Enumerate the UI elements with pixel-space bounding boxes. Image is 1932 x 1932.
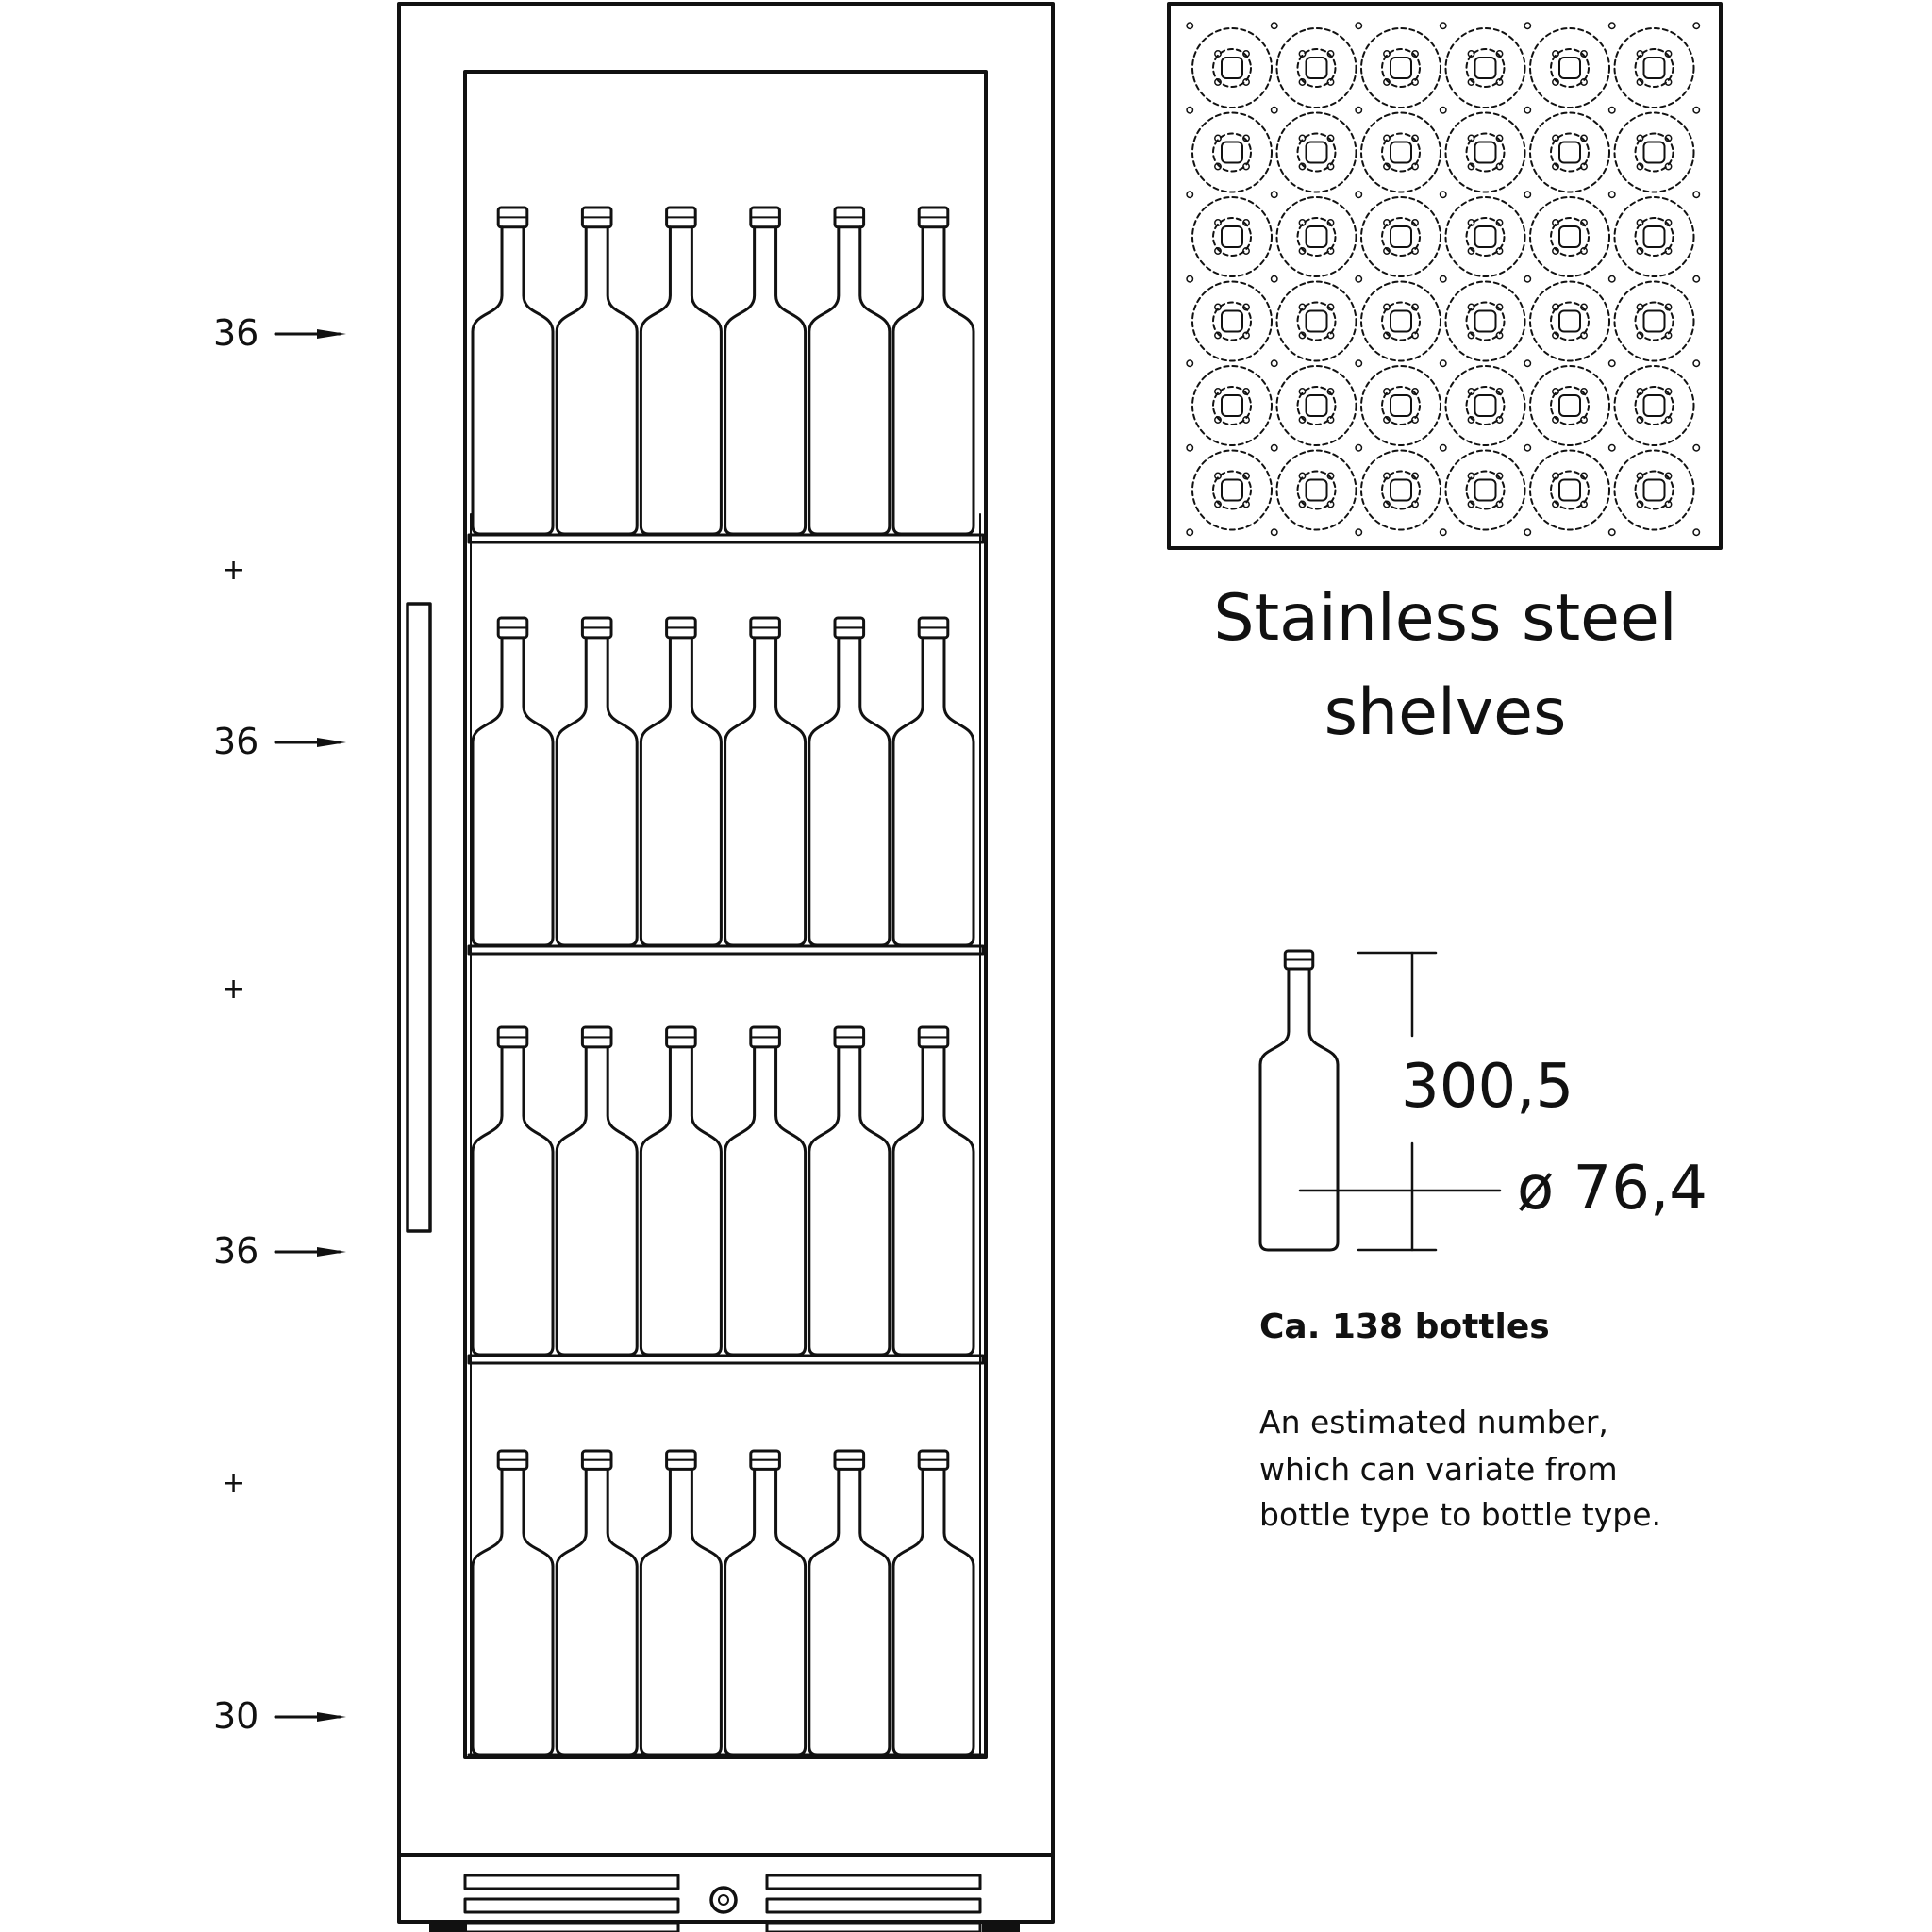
shelf-hole xyxy=(1222,142,1242,163)
shelf-hole xyxy=(1559,142,1580,163)
bottle-outline xyxy=(641,1047,721,1355)
bottle-position xyxy=(1277,451,1357,530)
bottle xyxy=(641,1027,721,1355)
bottle-neck-footprint xyxy=(1382,134,1420,172)
bottle-neck-footprint xyxy=(1636,49,1674,87)
bottle xyxy=(809,208,890,534)
bottle-footprint xyxy=(1530,366,1609,445)
shelf-hole xyxy=(1222,480,1242,501)
shelf-hole xyxy=(1475,311,1496,332)
shelf-hole xyxy=(1475,58,1496,78)
bottle-position xyxy=(1192,28,1272,108)
bottle-footprint xyxy=(1446,28,1525,108)
bottle-footprint xyxy=(1530,28,1609,108)
bottle xyxy=(1260,951,1338,1250)
shelf-hole xyxy=(1644,480,1665,501)
bottle-neck-footprint xyxy=(1382,472,1420,509)
bottle-footprint xyxy=(1192,451,1272,530)
bottle-neck-footprint xyxy=(1636,472,1674,509)
grid-dot xyxy=(1187,529,1192,535)
grid-dot xyxy=(1441,360,1446,366)
bottle-neck-footprint xyxy=(1467,218,1505,256)
bottle xyxy=(893,208,974,534)
bottle xyxy=(473,1451,553,1755)
shelf-separator: + xyxy=(222,973,246,1006)
bottle-footprint xyxy=(1361,113,1441,192)
bottle xyxy=(557,208,637,534)
bottle-footprint xyxy=(1277,113,1357,192)
bottle-neck-footprint xyxy=(1213,303,1251,341)
bottle xyxy=(557,1027,637,1355)
shelf-hole xyxy=(1644,226,1665,247)
bottle-footprint xyxy=(1192,113,1272,192)
shelf-hole xyxy=(1644,311,1665,332)
bottle-neck-footprint xyxy=(1382,49,1420,87)
grid-dot xyxy=(1524,192,1530,197)
shelf-hole xyxy=(1475,226,1496,247)
shelf-hole xyxy=(1559,311,1580,332)
bottle-position xyxy=(1530,282,1609,361)
bottle-footprint xyxy=(1530,451,1609,530)
grid-dot xyxy=(1187,23,1192,28)
bottle-neck-footprint xyxy=(1298,218,1336,256)
bottle-height-label: 300,5 xyxy=(1401,1052,1574,1122)
shelf-hole xyxy=(1391,58,1411,78)
bottle-position xyxy=(1361,113,1441,192)
bottle-position xyxy=(1192,451,1272,530)
bottle-position xyxy=(1530,197,1609,276)
bottle xyxy=(557,618,637,945)
shelf-hole xyxy=(1391,395,1411,416)
bottle-neck-footprint xyxy=(1298,49,1336,87)
bottle-position xyxy=(1361,28,1441,108)
grid-dot xyxy=(1609,445,1615,451)
grid-dot xyxy=(1441,529,1446,535)
bottle-footprint xyxy=(1361,366,1441,445)
shelf-hole xyxy=(1559,58,1580,78)
shelf-hole xyxy=(1307,395,1327,416)
bottle-neck-footprint xyxy=(1382,303,1420,341)
bottle-neck-footprint xyxy=(1467,49,1505,87)
foot-left xyxy=(429,1924,467,1932)
bottle-neck-footprint xyxy=(1382,387,1420,425)
bottle-neck-footprint xyxy=(1467,472,1505,509)
bottle-neck-footprint xyxy=(1636,134,1674,172)
lock-icon[interactable] xyxy=(711,1888,736,1912)
bottle-outline xyxy=(641,1469,721,1755)
bottle-position xyxy=(1615,366,1694,445)
bottle-position xyxy=(1446,113,1525,192)
bottle-outline xyxy=(893,1047,974,1355)
bottle-neck-footprint xyxy=(1636,303,1674,341)
bottle-position xyxy=(1615,282,1694,361)
bottle-outline xyxy=(473,1469,553,1755)
note-line-2: which can variate from xyxy=(1259,1451,1618,1488)
bottle-position xyxy=(1361,366,1441,445)
bottle-position xyxy=(1192,282,1272,361)
shelf-4-capacity: 30 xyxy=(213,1695,259,1737)
grid-dot xyxy=(1441,108,1446,113)
cabinet-bottles xyxy=(473,208,974,1755)
grid-dot xyxy=(1609,276,1615,282)
grid-dot xyxy=(1187,192,1192,197)
bottle-footprint xyxy=(1192,366,1272,445)
bottle-footprint xyxy=(1446,113,1525,192)
grid-dot xyxy=(1356,276,1361,282)
note-line-3: bottle type to bottle type. xyxy=(1259,1496,1661,1533)
bottle-position xyxy=(1446,366,1525,445)
bottle-neck-footprint xyxy=(1213,472,1251,509)
bottle-neck-footprint xyxy=(1551,134,1589,172)
bottle xyxy=(725,1027,806,1355)
bottle-footprint xyxy=(1615,197,1694,276)
bottle-footprint xyxy=(1615,28,1694,108)
bottle-footprint xyxy=(1615,451,1694,530)
bottle-neck-footprint xyxy=(1298,134,1336,172)
bottle-footprint xyxy=(1361,282,1441,361)
bottle-footprint xyxy=(1530,197,1609,276)
bottle-footprint xyxy=(1277,282,1357,361)
bottle-outline xyxy=(893,638,974,945)
bottle xyxy=(809,1451,890,1755)
grid-dot xyxy=(1272,529,1277,535)
bottle xyxy=(893,618,974,945)
shelf-hole xyxy=(1391,142,1411,163)
bottle xyxy=(725,1451,806,1755)
bottle-footprint xyxy=(1361,197,1441,276)
grid-dot xyxy=(1187,360,1192,366)
bottle-outline xyxy=(725,1047,806,1355)
bottle-neck-footprint xyxy=(1213,134,1251,172)
door-handle[interactable] xyxy=(408,604,430,1231)
bottle-position xyxy=(1446,197,1525,276)
lock-icon-core xyxy=(719,1895,728,1905)
bottle-footprint xyxy=(1361,28,1441,108)
bottle-outline xyxy=(473,227,553,534)
bottle-outline xyxy=(893,227,974,534)
bottle-neck-footprint xyxy=(1213,218,1251,256)
bottle-position xyxy=(1446,282,1525,361)
bottle xyxy=(641,1451,721,1755)
bottle-footprint xyxy=(1277,451,1357,530)
shelf-hole xyxy=(1391,226,1411,247)
grid-dot xyxy=(1272,192,1277,197)
grid-dot xyxy=(1524,23,1530,28)
bottle-footprint xyxy=(1192,28,1272,108)
bottle xyxy=(893,1451,974,1755)
vent-slot xyxy=(465,1875,678,1889)
foot-right xyxy=(982,1924,1020,1932)
shelf-capacity-arrows xyxy=(275,329,346,1722)
shelf-material-title-line1: Stainless steel xyxy=(1213,581,1677,656)
bottle-position xyxy=(1530,366,1609,445)
bottle-position xyxy=(1192,197,1272,276)
bottle-outline xyxy=(641,227,721,534)
bottle-neck-footprint xyxy=(1636,387,1674,425)
bottle-outline xyxy=(725,227,806,534)
bottle xyxy=(809,1027,890,1355)
bottle-neck-footprint xyxy=(1551,472,1589,509)
grid-dot xyxy=(1441,192,1446,197)
bottle-diameter-label: ø 76,4 xyxy=(1517,1154,1707,1224)
grid-dot xyxy=(1609,192,1615,197)
shelf-hole xyxy=(1644,142,1665,163)
bottle-position xyxy=(1192,366,1272,445)
bottle-footprint xyxy=(1446,197,1525,276)
grid-dot xyxy=(1356,23,1361,28)
bottle-outline xyxy=(1260,969,1338,1250)
bottle-footprint xyxy=(1615,366,1694,445)
bottle-neck-footprint xyxy=(1298,303,1336,341)
grid-dot xyxy=(1693,108,1699,113)
bottle xyxy=(641,618,721,945)
grid-dot xyxy=(1524,529,1530,535)
bottle-footprint xyxy=(1192,197,1272,276)
grid-dot xyxy=(1356,108,1361,113)
shelf-separator: + xyxy=(222,1467,246,1500)
bottle-position xyxy=(1361,197,1441,276)
bottle-outline xyxy=(557,1469,637,1755)
grid-dot xyxy=(1272,276,1277,282)
bottle-position xyxy=(1277,113,1357,192)
bottle-position xyxy=(1277,28,1357,108)
vent-slot xyxy=(767,1899,980,1912)
bottle xyxy=(725,208,806,534)
bottle-outline xyxy=(809,1047,890,1355)
bottle xyxy=(893,1027,974,1355)
bottle-position xyxy=(1615,451,1694,530)
shelf-hole xyxy=(1559,226,1580,247)
grid-dot xyxy=(1609,529,1615,535)
bottle-neck-footprint xyxy=(1298,472,1336,509)
reference-bottle xyxy=(1260,951,1338,1250)
bottle xyxy=(641,208,721,534)
bottle-neck-footprint xyxy=(1551,303,1589,341)
arrowhead-icon xyxy=(317,738,346,747)
bottle-footprint xyxy=(1361,451,1441,530)
grid-dot xyxy=(1441,276,1446,282)
shelf-hole xyxy=(1559,395,1580,416)
shelf-hole xyxy=(1307,226,1327,247)
shelf-hole xyxy=(1391,480,1411,501)
shelf-hole xyxy=(1307,311,1327,332)
vent-slot xyxy=(767,1924,980,1932)
bottle-neck-footprint xyxy=(1467,387,1505,425)
arrowhead-icon xyxy=(317,329,346,339)
shelf-hole xyxy=(1222,311,1242,332)
grid-dot xyxy=(1356,445,1361,451)
bottle-position xyxy=(1277,282,1357,361)
bottle-outline xyxy=(557,638,637,945)
bottle-outline xyxy=(473,638,553,945)
shelf-top-view xyxy=(1169,4,1721,548)
grid-dot xyxy=(1524,108,1530,113)
bottle-outline xyxy=(893,1469,974,1755)
bottle-footprint xyxy=(1530,282,1609,361)
bottle xyxy=(473,208,553,534)
bottle-position xyxy=(1530,28,1609,108)
bottle-position xyxy=(1530,451,1609,530)
bottle-position xyxy=(1615,28,1694,108)
bottle-neck-footprint xyxy=(1551,387,1589,425)
bottle-outline xyxy=(809,1469,890,1755)
grid-dot xyxy=(1441,23,1446,28)
bottle-neck-footprint xyxy=(1467,303,1505,341)
shelf-hole xyxy=(1307,142,1327,163)
grid-dot xyxy=(1524,276,1530,282)
bottle-footprint xyxy=(1446,366,1525,445)
bottle-position xyxy=(1361,282,1441,361)
bottle-position xyxy=(1192,113,1272,192)
bottle-outline xyxy=(557,1047,637,1355)
bottle-footprint xyxy=(1446,451,1525,530)
bottle-position xyxy=(1530,113,1609,192)
bottle xyxy=(809,618,890,945)
shelf-hole xyxy=(1475,395,1496,416)
grid-dot xyxy=(1693,192,1699,197)
bottle-position xyxy=(1446,451,1525,530)
shelf-1-capacity: 36 xyxy=(213,312,259,354)
grid-dot xyxy=(1272,445,1277,451)
bottle-position xyxy=(1615,197,1694,276)
shelf-hole xyxy=(1644,58,1665,78)
shelf-hole xyxy=(1475,142,1496,163)
bottle-neck-footprint xyxy=(1551,218,1589,256)
bottle-outline xyxy=(557,227,637,534)
grid-dot xyxy=(1693,23,1699,28)
bottle-position xyxy=(1277,366,1357,445)
grid-dot xyxy=(1187,108,1192,113)
grid-dot xyxy=(1609,108,1615,113)
shelf-hole xyxy=(1475,480,1496,501)
bottle-neck-footprint xyxy=(1636,218,1674,256)
shelf-bottle-grid xyxy=(1187,23,1699,535)
bottle-footprint xyxy=(1277,197,1357,276)
bottle-position xyxy=(1615,113,1694,192)
bottle-position xyxy=(1446,28,1525,108)
bottle-neck-footprint xyxy=(1298,387,1336,425)
bottle xyxy=(473,618,553,945)
shelf-3-capacity: 36 xyxy=(213,1230,259,1272)
grid-dot xyxy=(1609,23,1615,28)
shelf-1 xyxy=(469,535,983,542)
bottle-footprint xyxy=(1446,282,1525,361)
grid-dot xyxy=(1693,445,1699,451)
bottle-position xyxy=(1361,451,1441,530)
bottle-neck-footprint xyxy=(1551,49,1589,87)
shelf-hole xyxy=(1307,58,1327,78)
bottle-outline xyxy=(641,638,721,945)
vent-slot xyxy=(767,1875,980,1889)
note-line-1: An estimated number, xyxy=(1259,1404,1608,1441)
bottle-outline xyxy=(809,638,890,945)
bottle-footprint xyxy=(1277,28,1357,108)
vent-slot xyxy=(465,1924,678,1932)
grid-dot xyxy=(1356,192,1361,197)
shelf-hole xyxy=(1559,480,1580,501)
shelf-hole xyxy=(1222,226,1242,247)
bottle-position xyxy=(1277,197,1357,276)
bottle-footprint xyxy=(1192,282,1272,361)
bottle-neck-footprint xyxy=(1213,49,1251,87)
shelf-separator: + xyxy=(222,554,246,587)
grid-dot xyxy=(1693,360,1699,366)
shelf-hole xyxy=(1222,395,1242,416)
arrowhead-icon xyxy=(317,1247,346,1257)
grid-dot xyxy=(1693,276,1699,282)
grid-dot xyxy=(1524,360,1530,366)
shelf-3 xyxy=(469,1356,983,1363)
bottle xyxy=(725,618,806,945)
bottle-neck-footprint xyxy=(1213,387,1251,425)
shelf-hole xyxy=(1222,58,1242,78)
bottle-outline xyxy=(473,1047,553,1355)
grid-dot xyxy=(1187,276,1192,282)
bottle xyxy=(557,1451,637,1755)
bottle xyxy=(473,1027,553,1355)
grid-dot xyxy=(1272,360,1277,366)
vent-slot xyxy=(465,1899,678,1912)
bottle-footprint xyxy=(1615,113,1694,192)
bottle-footprint xyxy=(1530,113,1609,192)
grid-dot xyxy=(1356,529,1361,535)
capacity-label: Ca. 138 bottles xyxy=(1259,1307,1550,1346)
shelf-hole xyxy=(1307,480,1327,501)
bottle-footprint xyxy=(1615,282,1694,361)
grid-dot xyxy=(1693,529,1699,535)
grid-dot xyxy=(1524,445,1530,451)
bottle-outline xyxy=(725,638,806,945)
shelf-material-title-line2: shelves xyxy=(1324,675,1567,750)
bottle-footprint xyxy=(1277,366,1357,445)
arrowhead-icon xyxy=(317,1712,346,1722)
shelf-2-capacity: 36 xyxy=(213,721,259,762)
bottle-outline xyxy=(809,227,890,534)
grid-dot xyxy=(1356,360,1361,366)
bottle-neck-footprint xyxy=(1382,218,1420,256)
bottle-neck-footprint xyxy=(1467,134,1505,172)
grid-dot xyxy=(1272,108,1277,113)
shelf-2 xyxy=(469,946,983,954)
grid-dot xyxy=(1441,445,1446,451)
grid-dot xyxy=(1272,23,1277,28)
shelf-hole xyxy=(1644,395,1665,416)
bottle-outline xyxy=(725,1469,806,1755)
grid-dot xyxy=(1187,445,1192,451)
grid-dot xyxy=(1609,360,1615,366)
shelf-hole xyxy=(1391,311,1411,332)
